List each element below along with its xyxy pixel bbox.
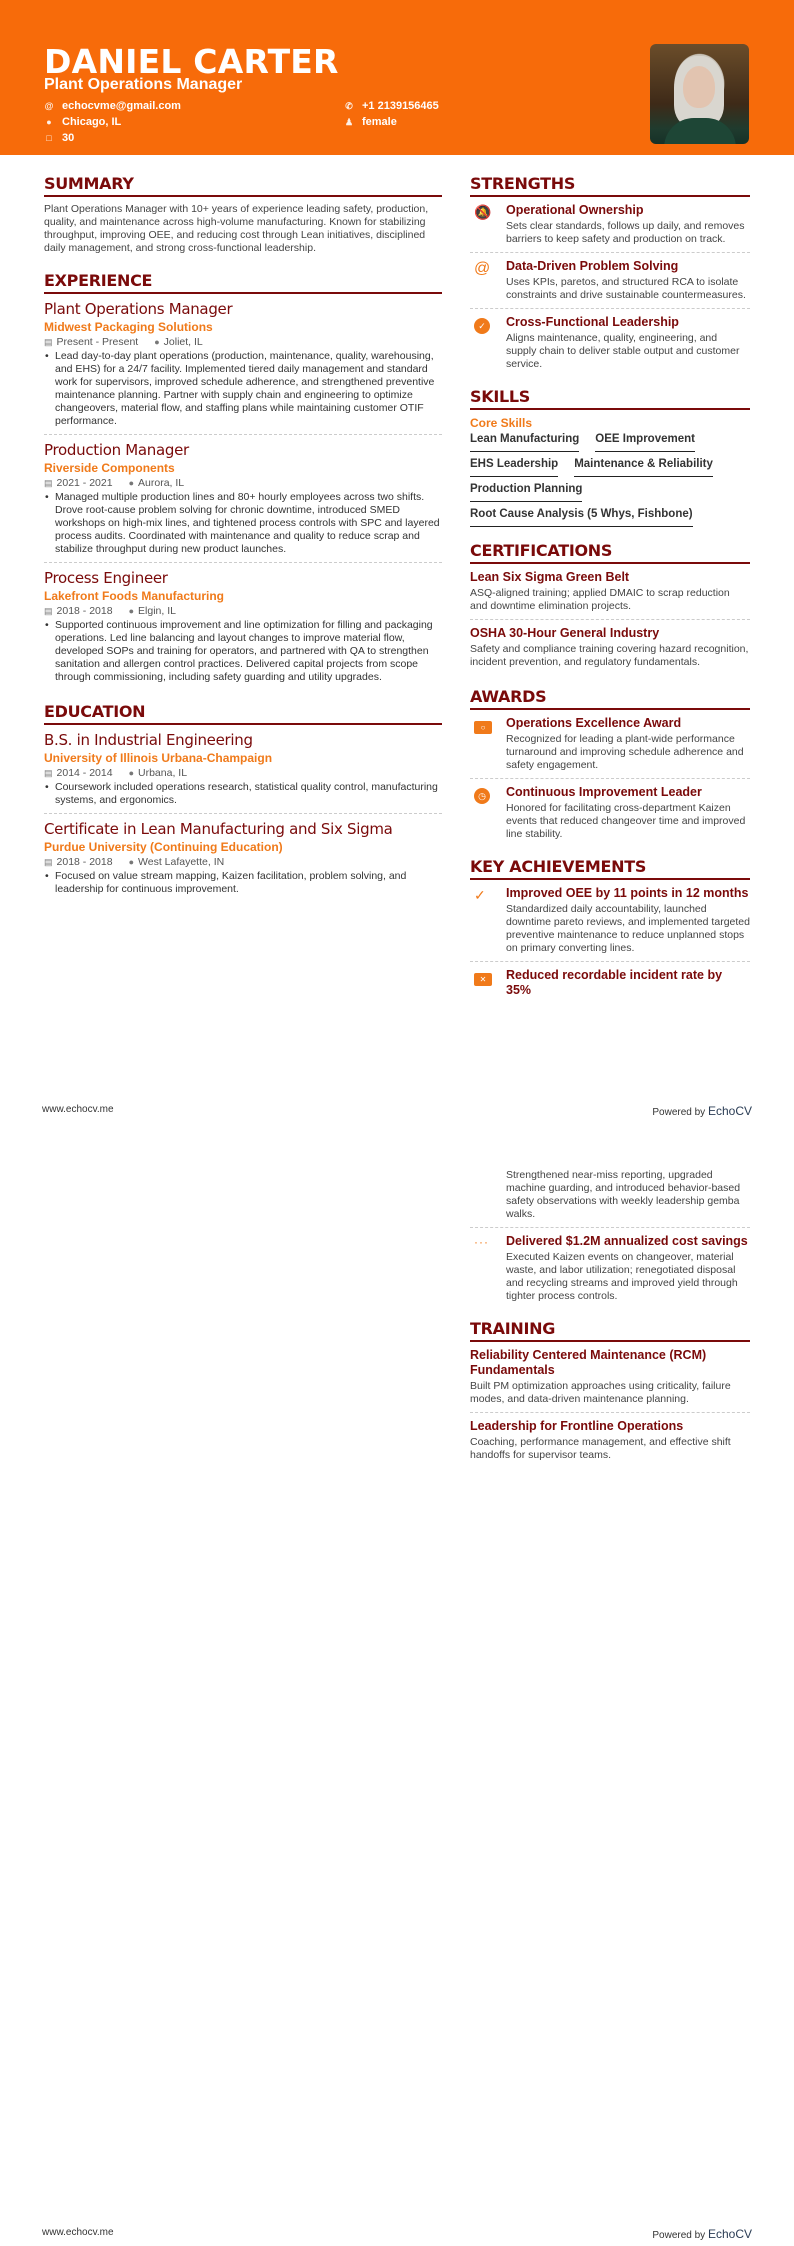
job-bullet: • Lead day-to-day plant operations (production, maintenance, quality, warehousing, and EHS) for a 24/7 facility. Implemented tiered daily management and standard work for supervisors, improved schedule adherence, and strengthened preventive maintenance planning. Partner with supply chain and engineering to optimize changeovers, material flow, and staffing plans while maintaining customer OTIF performance. <box>44 350 442 428</box>
education-entry <box>44 820 442 902</box>
skill-tag: Maintenance & Reliability <box>574 458 713 477</box>
skill-tags <box>470 433 750 531</box>
school-name: University of Illinois Urbana-Champaign <box>44 751 273 765</box>
checkmark-icon: ✓ <box>474 887 486 903</box>
job-meta <box>44 605 442 617</box>
training-item <box>470 1419 750 1468</box>
email-text: echocvme@gmail.com <box>62 100 181 112</box>
footer-website[interactable]: www.echocv.me <box>42 2227 114 2238</box>
ellipsis-icon: ··· <box>474 1235 489 1249</box>
summary-section <box>44 174 442 255</box>
skills-subtitle: Core Skills <box>470 416 533 430</box>
candidate-name: DANIEL CARTER <box>44 42 339 81</box>
experience-entry <box>44 569 442 690</box>
job-bullet: • Supported continuous improvement and line optimization for filling and packaging operations. Led line balancing and layout changes to improve material flow, developed SOPs and training for operators, and partnered with QA to strengthen sanitation and allergen control practices. Delivered capital projects from scope through commissioning, including safety guarding and utility upgrades. <box>44 619 442 684</box>
job-meta <box>44 477 442 489</box>
achievement-title: Improved OEE by 11 points in 12 months <box>506 886 749 900</box>
achievements-section <box>470 857 750 1006</box>
achievement-title: Delivered $1.2M annualized cost savings <box>506 1234 748 1248</box>
footer-brand: EchoCV <box>707 1104 752 1118</box>
education-meta <box>44 856 442 868</box>
education-location: Urbana, IL <box>138 767 188 779</box>
awards-section <box>470 687 750 847</box>
strength-item <box>470 259 750 309</box>
at-icon: @ <box>44 101 54 111</box>
job-dates: 2021 - 2021 <box>56 477 113 489</box>
company-name: Lakefront Foods Manufacturing <box>44 589 224 603</box>
footer-powered: Powered by EchoCV <box>652 1104 752 1118</box>
strength-desc: Uses KPIs, paretos, and structured RCA to isolate constraints and drive sustainable countermeasures. <box>506 276 746 301</box>
certifications-section <box>470 541 750 675</box>
strength-item <box>470 203 750 253</box>
contact-phone[interactable] <box>344 100 439 112</box>
company-name: Riverside Components <box>44 461 175 475</box>
training-desc: Coaching, performance management, and effective shift handoffs for supervisor teams. <box>470 1436 731 1461</box>
skill-tag: EHS Leadership <box>470 458 558 477</box>
training-section <box>470 1319 750 1468</box>
page-2 <box>0 1123 794 2246</box>
job-location: Aurora, IL <box>138 477 185 489</box>
award-desc: Honored for facilitating cross-department Kaizen events that reduced changeover time and improved line stability. <box>506 802 746 840</box>
experience-section <box>44 271 442 690</box>
page-footer <box>42 2227 752 2241</box>
archive-box-icon: ✕ <box>474 973 492 986</box>
section-title-summary: SUMMARY <box>44 174 442 197</box>
education-meta <box>44 767 442 779</box>
contact-email[interactable] <box>44 100 181 112</box>
achievement-item-continued <box>470 1169 750 1228</box>
certification-item <box>470 570 750 620</box>
map-pin-icon: ● <box>128 768 135 778</box>
footer-website[interactable]: www.echocv.me <box>42 1104 114 1115</box>
training-title: Reliability Centered Maintenance (RCM) Fundamentals <box>470 1348 707 1377</box>
award-desc: Recognized for leading a plant-wide performance turnaround and improving schedule adherence and safety engagement. <box>506 733 744 771</box>
calendar-icon: ▤ <box>44 337 53 347</box>
job-role: Process Engineer <box>44 569 168 587</box>
strength-title: Cross-Functional Leadership <box>506 315 679 329</box>
strength-desc: Aligns maintenance, quality, engineering, and supply chain to deliver stable output and customer service. <box>506 332 740 370</box>
map-pin-icon: ● <box>46 117 52 127</box>
degree: Certificate in Lean Manufacturing and Six Sigma <box>44 820 393 838</box>
resume-header <box>0 0 794 155</box>
map-pin-icon: ● <box>128 606 135 616</box>
achievement-desc: Strengthened near-miss reporting, upgraded machine guarding, and introduced behavior-based safety observations with weekly leadership gemba walks. <box>506 1169 741 1220</box>
candidate-title: Plant Operations Manager <box>44 76 243 93</box>
right-column-continued <box>470 1169 750 1474</box>
calendar-icon: ▤ <box>44 857 53 867</box>
education-location: West Lafayette, IN <box>138 856 225 868</box>
at-icon: @ <box>474 260 491 277</box>
education-entry <box>44 731 442 814</box>
section-title-strengths: STRENGTHS <box>470 174 750 197</box>
achievement-item <box>470 968 750 1006</box>
education-bullet: • Coursework included operations research, statistical quality control, manufacturing systems, and ergonomics. <box>44 781 442 807</box>
certification-title: Lean Six Sigma Green Belt <box>470 570 630 584</box>
calendar-icon: ▤ <box>44 478 53 488</box>
job-location: Joliet, IL <box>163 336 203 348</box>
education-section <box>44 702 442 902</box>
job-meta <box>44 336 442 348</box>
experience-entry <box>44 300 442 435</box>
skill-tag: Production Planning <box>470 483 582 502</box>
map-pin-icon: ● <box>128 857 135 867</box>
skill-tag: Lean Manufacturing <box>470 433 579 452</box>
education-dates: 2018 - 2018 <box>56 856 113 868</box>
section-title-experience: EXPERIENCE <box>44 271 442 294</box>
check-circle-icon: ✓ <box>474 318 490 334</box>
strength-desc: Sets clear standards, follows up daily, and removes barriers to keep safety and production on track. <box>506 220 745 245</box>
footer-brand: EchoCV <box>707 2227 752 2241</box>
strengths-section <box>470 174 750 377</box>
profile-photo <box>650 44 749 144</box>
certification-title: OSHA 30-Hour General Industry <box>470 626 660 640</box>
calendar-icon: □ <box>46 133 52 143</box>
right-column <box>470 174 750 1012</box>
map-pin-icon: ● <box>128 478 135 488</box>
skills-section <box>470 387 750 531</box>
section-title-certifications: CERTIFICATIONS <box>470 541 750 564</box>
company-name: Midwest Packaging Solutions <box>44 320 213 334</box>
skill-tag: Root Cause Analysis (5 Whys, Fishbone) <box>470 508 693 527</box>
person-icon: ♟ <box>344 116 354 127</box>
strength-title: Operational Ownership <box>506 203 644 217</box>
section-title-education: EDUCATION <box>44 702 442 725</box>
map-pin-icon: ● <box>154 337 160 347</box>
ticket-icon: ○ <box>474 721 492 734</box>
page-footer <box>42 1104 752 1118</box>
job-dates: Present - Present <box>56 336 139 348</box>
certification-desc: ASQ-aligned training; applied DMAIC to scrap reduction and downtime elimination projects. <box>470 587 730 612</box>
certification-item <box>470 626 750 675</box>
job-role: Production Manager <box>44 441 189 459</box>
school-name: Purdue University (Continuing Education) <box>44 840 283 854</box>
degree: B.S. in Industrial Engineering <box>44 731 253 749</box>
job-role: Plant Operations Manager <box>44 300 233 318</box>
experience-entry <box>44 441 442 563</box>
calendar-icon: ▤ <box>44 768 53 778</box>
achievement-title: Reduced recordable incident rate by 35% <box>506 968 723 997</box>
achievement-item <box>470 886 750 962</box>
education-bullet: • Focused on value stream mapping, Kaizen facilitation, problem solving, and leadership for continuous improvement. <box>44 870 442 896</box>
strength-item <box>470 315 750 377</box>
education-dates: 2014 - 2014 <box>56 767 113 779</box>
contact-location <box>44 116 121 128</box>
job-dates: 2018 - 2018 <box>56 605 113 617</box>
bell-slash-icon: 🔕 <box>474 204 492 220</box>
section-title-achievements: KEY ACHIEVEMENTS <box>470 857 750 880</box>
award-title: Continuous Improvement Leader <box>506 785 702 799</box>
section-title-skills: SKILLS <box>470 387 750 410</box>
left-column <box>44 174 442 908</box>
calendar-icon: ▤ <box>44 606 53 616</box>
award-item <box>470 785 750 847</box>
gender-text: female <box>362 116 397 128</box>
training-title: Leadership for Frontline Operations <box>470 1419 684 1433</box>
training-desc: Built PM optimization approaches using criticality, failure modes, and data-driven maintenance planning. <box>470 1380 731 1405</box>
phone-icon: ✆ <box>345 100 353 111</box>
phone-text: +1 2139156465 <box>362 100 439 112</box>
section-title-training: TRAINING <box>470 1319 750 1342</box>
achievement-desc: Standardized daily accountability, launched downtime pareto reviews, and implemented targeted preventive maintenance to reduce unplanned stops on primary converting lines. <box>506 903 750 954</box>
certification-desc: Safety and compliance training covering hazard recognition, incident prevention, and regulatory fundamentals. <box>470 643 749 668</box>
award-item <box>470 716 750 779</box>
section-title-awards: AWARDS <box>470 687 750 710</box>
contact-age <box>44 132 74 144</box>
achievement-item <box>470 1234 750 1309</box>
skill-tag: OEE Improvement <box>595 433 695 452</box>
job-bullet: • Managed multiple production lines and 80+ hourly employees across two shifts. Drove root-cause problem solving for chronic downtime, introduced SMED workshops on high-mix lines, and tightened process controls with SPC and layered process audits. Coordinated with maintenance and quality to reduce scrap and stabilize throughput during new product launches. <box>44 491 442 556</box>
award-title: Operations Excellence Award <box>506 716 682 730</box>
footer-powered: Powered by EchoCV <box>652 2227 752 2241</box>
strength-title: Data-Driven Problem Solving <box>506 259 679 273</box>
job-location: Elgin, IL <box>138 605 176 617</box>
age-text: 30 <box>62 132 75 144</box>
clock-icon: ◷ <box>474 788 490 804</box>
achievement-desc: Executed Kaizen events on changeover, material waste, and labor utilization; renegotiated disposal and recycling streams and improved yield through tighter process controls. <box>506 1251 738 1302</box>
training-item <box>470 1348 750 1413</box>
location-text: Chicago, IL <box>62 116 122 128</box>
contact-gender <box>344 116 397 128</box>
summary-text: Plant Operations Manager with 10+ years of experience leading safety, production, quality, and maintenance across high-volume manufacturing. Known for stabilizing throughput, improving OEE, and reducing cost through Lean initiatives, disciplined daily management, and strong cross-functional leadership. <box>44 203 429 254</box>
